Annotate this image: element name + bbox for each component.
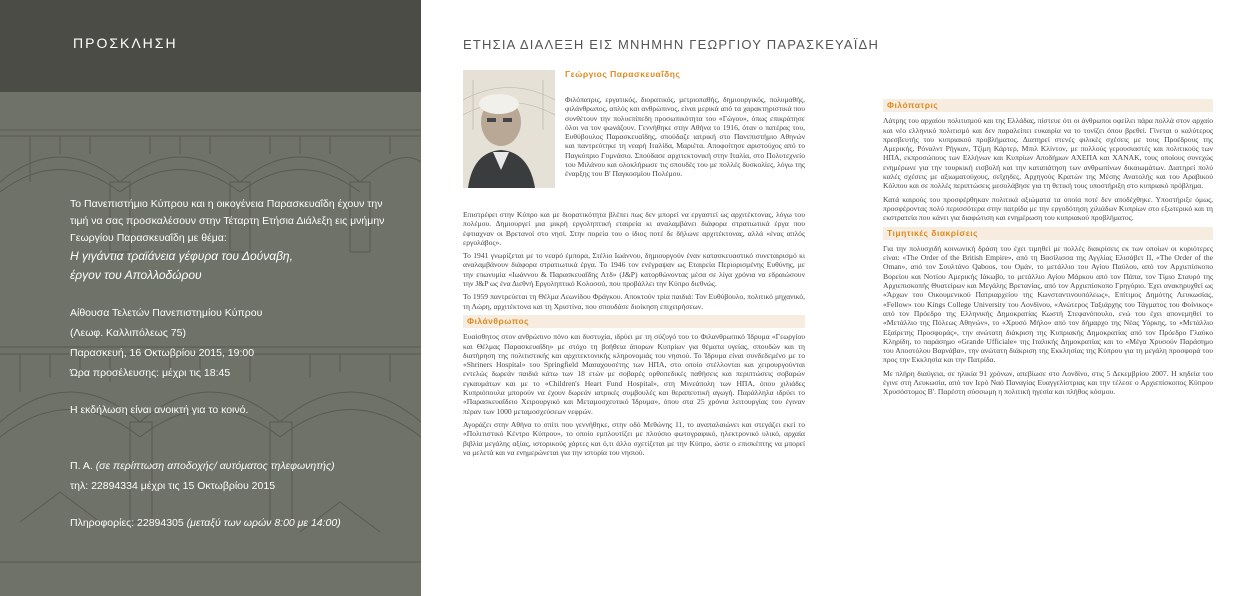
bio-text-3: Το 1941 γνωρίζεται με το νεαρό έμπορα, Στέλιο Ιωάννου, δημιουργούν έναν κατασκευαστικό συνεταιρισμό κι αναλαμβάνουν διάφορα στρατιωτικά έργα. Το 1946 τον ενέγραψαν ως Εταιρεία Περιορισμένης Ευθύνης, με την επωνυμία «Ιωάννου & Παρασκευαΐδης Λτδ» (J&P) κατορθώνοντας μέσα σε λίγα χρόνια να εδραιώσουν την J&P ως ένα Διεθνή Εργοληπτικό Κολοσσό, που προβάλλει την Κύπρο διεθνώς.: [463, 251, 805, 289]
open-event-note: [70, 402, 248, 419]
bio-column-middle: [463, 210, 805, 461]
invitation-title: ΠΡΟΣΚΛΗΣΗ: [73, 35, 178, 51]
lecture-topic-line-2: έργον του Απολλοδώρου: [70, 268, 202, 282]
lecture-topic-line-1: Η γιγάντια τραϊάνεια γέφυρα του Δούναβη,: [70, 249, 293, 263]
info-hours: (μεταξύ των ωρών 8:00 με 14:00): [186, 517, 341, 529]
open-event-text: Η εκδήλωση είναι ανοικτή για το κοινό.: [70, 404, 249, 416]
invitation-intro: Το Πανεπιστήμιο Κύπρου και η οικογένεια Παρασκευαΐδη έχουν την τιμή να σας προσκαλέσουν στην Τέταρτη Ετήσια Διάλεξη εις μνήμην Γεωργίου Παρασκευαΐδη με θέμα:: [70, 198, 385, 244]
bio-text-2: Επιστρέφει στην Κύπρο και με διορατικότητα βλέπει πως δεν μπορεί να εργαστεί ως αρχιτέκτονας, λόγω του πολέμου. Δημιουργεί μια μικρή εργοληπτική εταιρεία κι αναλαμβάνει διάφορα στρατιωτικά έργα που έφτιαχναν οι Βρετανοί στο νησί. Στην πορεία του ο ίδιος ποτέ δε δήλωνε αρχιτέκτονας, αλλά «ένας απλός εργολάβος».: [463, 210, 805, 247]
bio-text-4: Το 1959 παντρεύεται τη Θέλμα Λεωνίδου Φράγκου. Αποκτούν τρία παιδιά: Τον Ευθύβουλο, πολιτικό μηχανικό, τη Λώρη, αρχιτέκτονα και τη Χριστίνα, που σπουδάσε διοίκηση επιχειρήσεων.: [463, 292, 805, 311]
bio-text-6: Αγοράζει στην Αθήνα το σπίτι που γεννήθηκε, στην οδό Μεθώνης 11, το αναπαλαιώνει και στεγάζει εκεί το «Πολιτιστικό Κέντρο Κύπρου», το οποίο εμπλουτίζει με πλούσιο φωτογραφικό, ηλεκτρονικό υλικό, αρχαία βιβλία μεγάλης αξίας, ιστορικούς χάρτες και ό,τι άλλο σχετίζεται με την Κύπρο, ώστε ο επισκέπτης να μπορεί να μελετά και να ενημερώνεται για την ιστορία του νησιού.: [463, 419, 805, 457]
section-philanthropist: Φιλάνθρωπος: [463, 315, 805, 328]
death-text: Με πλήρη διαύγεια, σε ηλικία 91 χρόνων, απεβίωσε στο Λονδίνο, στις 5 Δεκεμβρίου 2007. Η κηδεία του έγινε στη Λευκωσία, από τον Ιερό Ναό Παναγίας Ευαγγελίστριας και την τέλεσε ο Αρχιεπίσκοπος Κύπρου Χρυσόστομος Β'. Παρέστη σύσσωμη η πολιτική ηγεσία και πλήθος κόσμου.: [883, 368, 1213, 397]
bio-text-1: Φιλόπατρις, εργατικός, διορατικός, μετριοπαθής, δημιουργικός, πολυμαθής, φιλάνθρωπος, απλός και ανθρώπινος, είναι μερικά από τα χαρακτηριστικά που συνθέτουν την πολυεπίπεδη προσωπικότητα του «Γώγου», όπως επικράτησε όλοι να τον φωνάζουν. Γεννήθηκε στην Αθήνα το 1916, όταν ο πατέρας του, Ευθύβουλος Παρασκευαΐδης, σπούδαζε ιατρική στο Πανεπιστήμιο Αθηνών και παντρεύτηκε τη νεαρή Ιταλίδα, Μαριέτα. Αποφοίτησε αριστούχος από το Παγκύπριο Γυμνάσιο. Σπούδασε αρχιτεκτονική στην Ιταλία, στο Πολυτεχνείο του Μιλάνου και ολοκλήρωσε τις σπουδές του με πολλές δυσκολίες, λόγω της έναρξης του Β' Παγκοσμίου Πολέμου.: [565, 95, 805, 179]
bio-intro: [565, 70, 805, 83]
bio-paragraph-1: [565, 95, 805, 183]
invitation-panel: [0, 0, 421, 596]
rsvp-phone: τηλ: 22894334 μέχρι τις 15 Οκτωβρίου 2015: [70, 480, 276, 492]
info-section: [70, 515, 341, 532]
rsvp-label: Π. Α.: [70, 460, 93, 472]
venue-address: (Λεωφ. Καλλιπόλεως 75): [70, 327, 186, 339]
arrival-time: Ώρα προσέλευσης: μέχρι τις 18:45: [70, 367, 231, 379]
event-date: Παρασκευή, 16 Οκτωβρίου 2015, 19:00: [70, 347, 255, 359]
invitation-header-band: [0, 0, 421, 92]
bio-column-right: [883, 95, 1213, 401]
section-patriot: Φιλόπατρις: [883, 99, 1213, 112]
rsvp-section: [70, 458, 335, 495]
patriot-text-2: Κατά καιρούς του προσφέρθηκαν πολιτικά αξιώματα τα οποία ποτέ δεν αποδέχθηκε. Υποστήριξε όμως, προσφέροντας πολύ περισσότερα στην πατρίδα με την εργοδότηση χιλιάδων Κυπρίων στο εξωτερικό και τη εκστρατεία που κάνει για διαφώτιση και ενημέρωση του κυπριακού προβλήματος.: [883, 194, 1213, 223]
patriot-text-1: Λάτρης του αρχαίου πολιτισμού και της Ελλάδας, πίστευε ότι οι άνθρωποι οφείλει πάρα πολλά στον αρχαίο και νέο ελληνικό πολιτισμό και δεν παραλείπει ευκαιρία να το τονίζει όπου βρεθεί. Γίνεται ο καλύτερος πρεσβευτής του κυπριακού προβλήματος. Διατηρεί στενές φιλικές σχέσεις με τους Προέδρους της Αμερικής, Ρόναλντ Ρήγκαν, Τζίμη Κάρτερ, Μπιλ Κλίντον, με πολλούς γερουσιαστές και πολιτικούς των ΗΠΑ, εκπροσώπους των Ελλήνων και Κυπρίων Αποδήμων ΑΧΕΠΑ και ΧΑΝΑΚ, τους οποίους συνεχώς ενημέρωνε για την τουρκική εισβολή και την καταπάτηση των ανθρωπίνων δικαιωμάτων. Διατηρεί πολύ καλές σχέσεις με αξιωματούχους, σεΐχηδες, Αρχηγούς Κρατών της Μέσης Ανατολής και του Αραβικού Κόλπου και σε πολλές περιπτώσεις μεσολάβησε για τη θετική τους υποστήριξη στο κυπριακό πρόβλημα.: [883, 116, 1213, 191]
portrait-photo: [463, 70, 555, 188]
rsvp-note: (σε περίπτωση αποδοχής/ αυτόματος τηλεφωνητής): [95, 460, 335, 472]
bio-text-5: Ευαίσθητος στον ανθρώπινο πόνο και δυστυχία, ιδρύει με τη σύζυγό του το Φιλανθρωπικό Ίδρυμα «Γεωργίου και Θέλμας Παρασκευαΐδη» με στόχο τη βοήθεια άπορων Κυπρίων για θέματα υγείας, σπουδών και τη διατήρηση της πολιτιστικής και αρχιτεκτονικής κληρονομιάς του νησιού. Το Ίδρυμα είναι συνδεδεμένο με το «Shriners Hospital» του Springfield Μασαχουσέτης των ΗΠΑ, στο οποίο στέλλονται και χειρουργούνται εντελώς δωρεάν παιδιά κάτω των 18 ετών με σοβαρές ορθοπεδικές παθήσεις και περιπτώσεις σοβαρών εγκαυμάτων και με το «Children's Heart Fund Hospital», στη Μινεάπολη των ΗΠΑ, όπου χιλιάδες Κυπριόπουλα μπορούν να έχουν δωρεάν ιατρικές συμβουλές και θεραπευτική αγωγή. Παράλληλα ιδρύει το «Παρασκευαΐδειο Χειρουργικό και Μεταμοσχευτικό Ίδρυμα», όπου στα 25 χρόνια λειτουργίας του έγιναν πέραν των 1000 μεταμοσχεύσεων νεφρών.: [463, 332, 805, 416]
event-details: [70, 305, 262, 382]
invitation-body: [70, 196, 388, 285]
info-phone: Πληροφορίες: 22894305: [70, 517, 184, 529]
lecture-series-heading: ΕΤΗΣΙΑ ΔΙΑΛΕΞΗ ΕΙΣ ΜΝΗΜΗΝ ΓΕΩΡΓΙΟΥ ΠΑΡΑΣΚΕΥΑΪΔΗ: [463, 37, 880, 52]
section-honours: Τιμητικές διακρίσεις: [883, 227, 1213, 240]
honours-text: Για την πολυσχιδή κοινωνική δράση του έχει τιμηθεί με πολλές διακρίσεις εκ των οποίων οι κυριότερες είναι: «The Order of the British Empire», από τη Βασίλισσα της Αγγλίας Ελισάβετ ΙΙ, «The Order of the Oman», από τον Σουλτάνο Qaboos, του Ομάν, το μετάλλιο του Αγίου Παύλου, από τον Αρχιεπίσκοπο Βορείου και Νοτίου Αμερικής Ιάκωβο, το μετάλλιο Αγίου Μάρκου από τον Πάπα, τον Τίμιο Σταυρό της Αρχιεπισκοπής Θυατείρων και Μεγάλης Βρετανίας, από τον Αρχιεπίσκοπο Γρηγόριο. Έχει ανακηρυχθεί ως «Άρχων του Οικουμενικού Πατριαρχείου της Κωνσταντινουπόλεως», Επίτιμος Δημότης Λευκωσίας, «Fellow» του Kings College University του Λονδίνου, «Ανώτερος Ταξιάρχης του Τάγματος του Φοίνικος» από τον Πρόεδρο της Ελληνικής Δημοκρατίας Κωστή Στεφανόπουλο, ενώ του έχει απονεμηθεί το «Μετάλλιο της Πόλεως Αθηνών», το «Χρυσό Μήλο» από τον δήμαρχο της Νέας Υόρκης, το «Μετάλλιο Εξαίρετης Προσφοράς», την ανώτατη διάκριση της Κυπριακής Δημοκρατίας από τον Πρόεδρο Γλαύκο Κληρίδη, το παράσημο «Grande Ufficiale» της Ιταλικής Δημοκρατίας και το «Μέγα Χρυσούν Παράσημο του Αποστόλου Βαρνάβα», την ανώτατη διάκριση της Εκκλησίας της Κύπρου για τη μεγάλη προσφορά του προς την Εκκλησία και την Πατρίδα.: [883, 243, 1213, 365]
bio-name: Γεώργιος Παρασκευαΐδης: [565, 69, 681, 79]
venue-name: Αίθουσα Τελετών Πανεπιστημίου Κύπρου: [70, 307, 263, 319]
